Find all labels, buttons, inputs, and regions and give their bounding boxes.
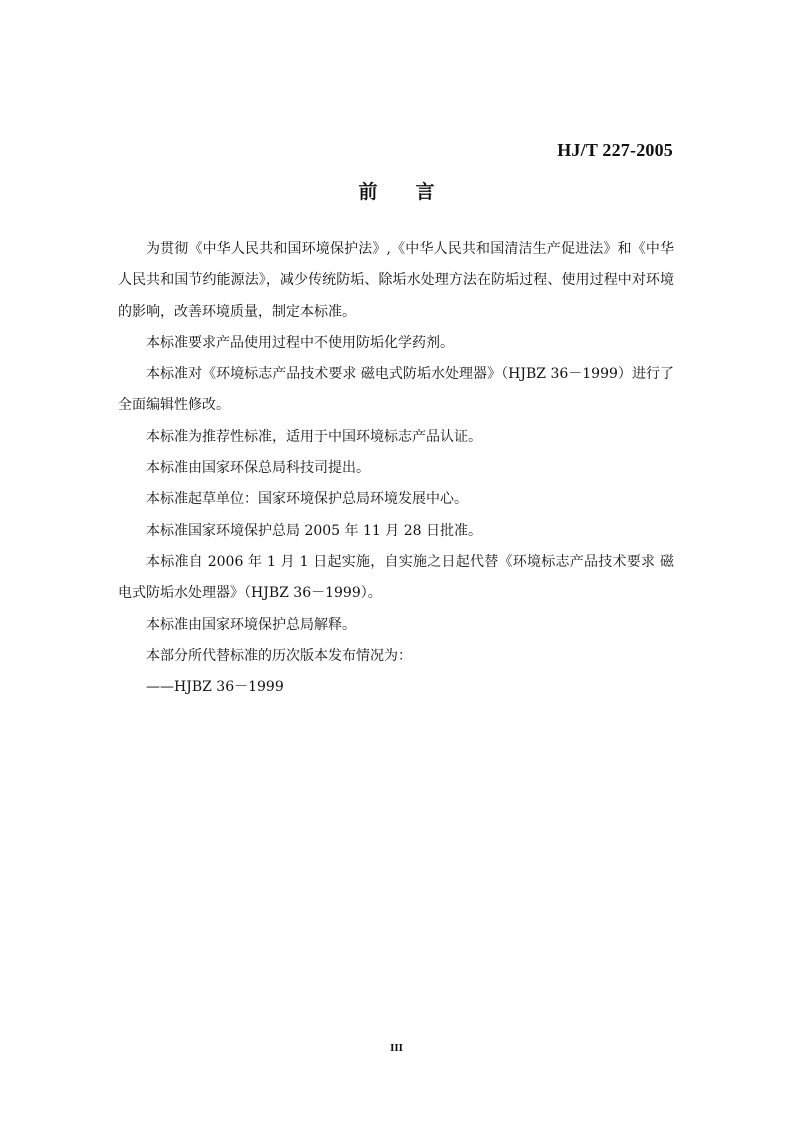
paragraph-drafter: 本标准起草单位：国家环境保护总局环境发展中心。: [146, 491, 468, 508]
paragraph-implementation: 本标准自 2006 年 1 月 1 日起实施，自实施之日起代替《环境标志产品技术要求 磁电式防垢水处理器》（HJBZ 36－1999）。: [118, 553, 674, 602]
paragraph-history-item: ——HJBZ 36－1999: [146, 679, 284, 696]
paragraph-purpose: 为贯彻《中华人民共和国环境保护法》,《中华人民共和国清洁生产促进法》和《中华人民共和国节约能源法》，减少传统防垢、除垢水处理方法在防垢过程、使用过程中对环境的影响，改善环境质量，制定本标准。: [118, 241, 674, 320]
foreword-body: [118, 234, 674, 703]
paragraph-approval: 本标准国家环境保护总局 2005 年 11 月 28 日批准。: [146, 522, 482, 539]
paragraph-history-intro: 本部分所代替标准的历次版本发布情况为：: [146, 647, 412, 664]
paragraph-interpretation: 本标准由国家环境保护总局解释。: [146, 616, 356, 633]
paragraph-requirement: 本标准要求产品使用过程中不使用防垢化学药剂。: [146, 334, 454, 351]
paragraph-proposer: 本标准由国家环保总局科技司提出。: [146, 460, 370, 477]
standard-code: HJ/T 227-2005: [557, 140, 673, 160]
page-number: III: [390, 1042, 403, 1054]
paragraph-scope: 本标准为推荐性标准，适用于中国环境标志产品认证。: [146, 428, 482, 445]
page-title: 前 言: [358, 181, 435, 203]
paragraph-revision: 本标准对《环境标志产品技术要求 磁电式防垢水处理器》（HJBZ 36－1999）进行了全面编辑性修改。: [118, 366, 674, 414]
